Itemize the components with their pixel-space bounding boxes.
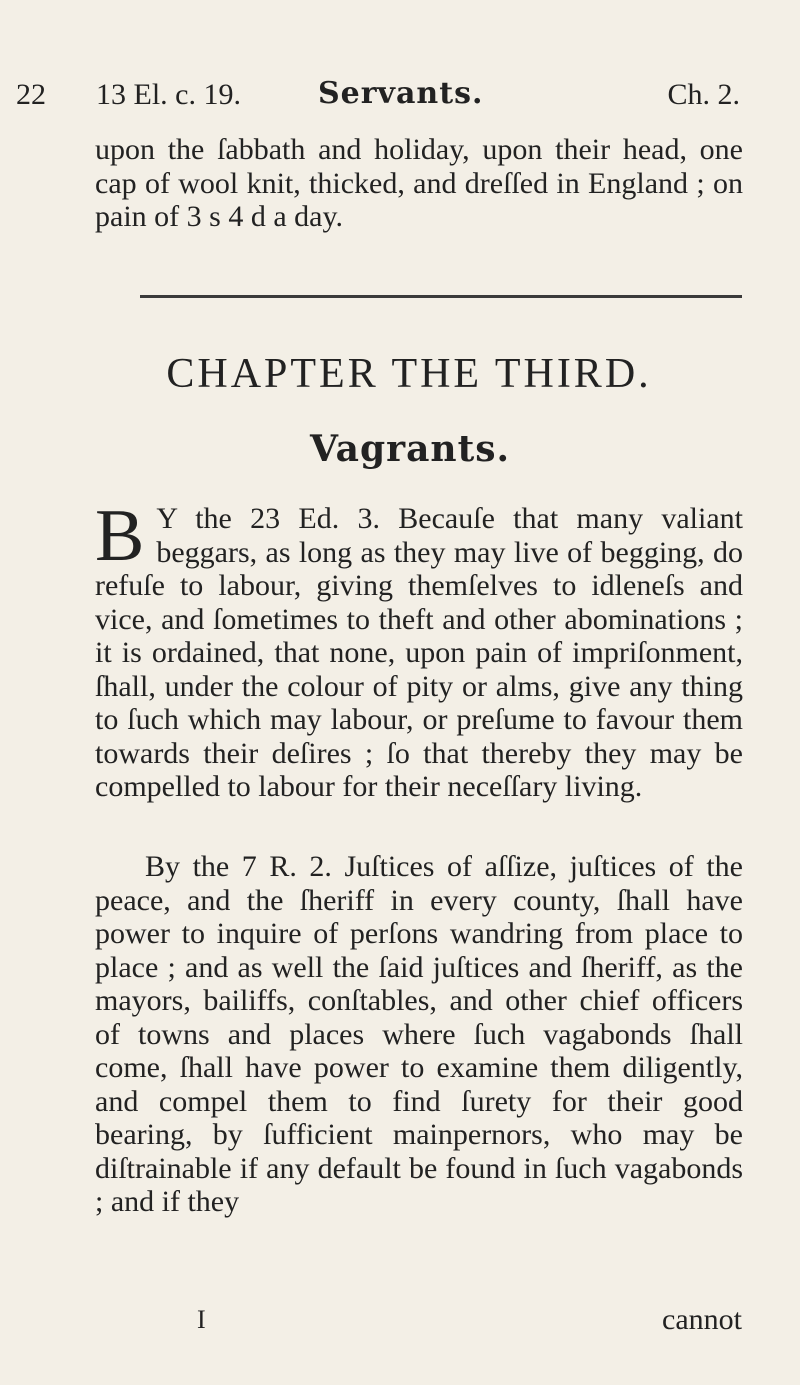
running-title: Servants. [318, 76, 484, 111]
section-title: Vagrants. [309, 428, 511, 470]
chapter-heading: CHAPTER THE THIRD. [166, 351, 652, 397]
drop-cap: B [95, 495, 145, 577]
statute-citation: 13 El. c. 19. [96, 78, 241, 111]
page-number: 22 [16, 78, 46, 111]
continued-paragraph [95, 133, 743, 234]
paragraph-text: upon the ſabbath and holiday, upon their head, one cap of wool knit, thicked, and dreſſed in England ; on pain of 3 s 4 d a day. [95, 133, 743, 233]
signature-mark: I [197, 1305, 206, 1334]
catchword: cannot [662, 1303, 742, 1336]
second-paragraph [95, 850, 743, 1219]
page-footer [0, 1305, 800, 1339]
paragraph-text: Y the 23 Ed. 3. Becauſe that many valiant beggars, as long as they may live of begging, do refuſe to labour, giving themſelves to idleneſs and vice, and ſometimes to theft and other abominations ; it is ordained, that none, upon pain of impriſonment, ſhall, under the colour of pity or alms, give any thing to ſuch which may labour, or preſume to favour them towards their deſires ; ſo that thereby they may be compelled to labour for their neceſſary living. [95, 502, 743, 803]
page-header [0, 78, 800, 128]
opening-paragraph [95, 495, 743, 804]
paragraph-text: By the 7 R. 2. Juſtices of aſſize, juſtices of the peace, and the ſheriff in every county, ſhall have power to inquire of perſons wandring from place to place ; and as well the ſaid juſtices and ſheriff, as the mayors, bailiffs, conſtables, and other chief officers of towns and places where ſuch vagabonds ſhall come, ſhall have power to examine them diligently, and compel them to find ſurety for their good bearing, by ſufficient mainpernors, who may be diſtrainable if any default be found in ſuch vagabonds ; and if they [95, 850, 743, 1218]
chapter-reference: Ch. 2. [667, 78, 740, 111]
section-divider [140, 295, 742, 298]
